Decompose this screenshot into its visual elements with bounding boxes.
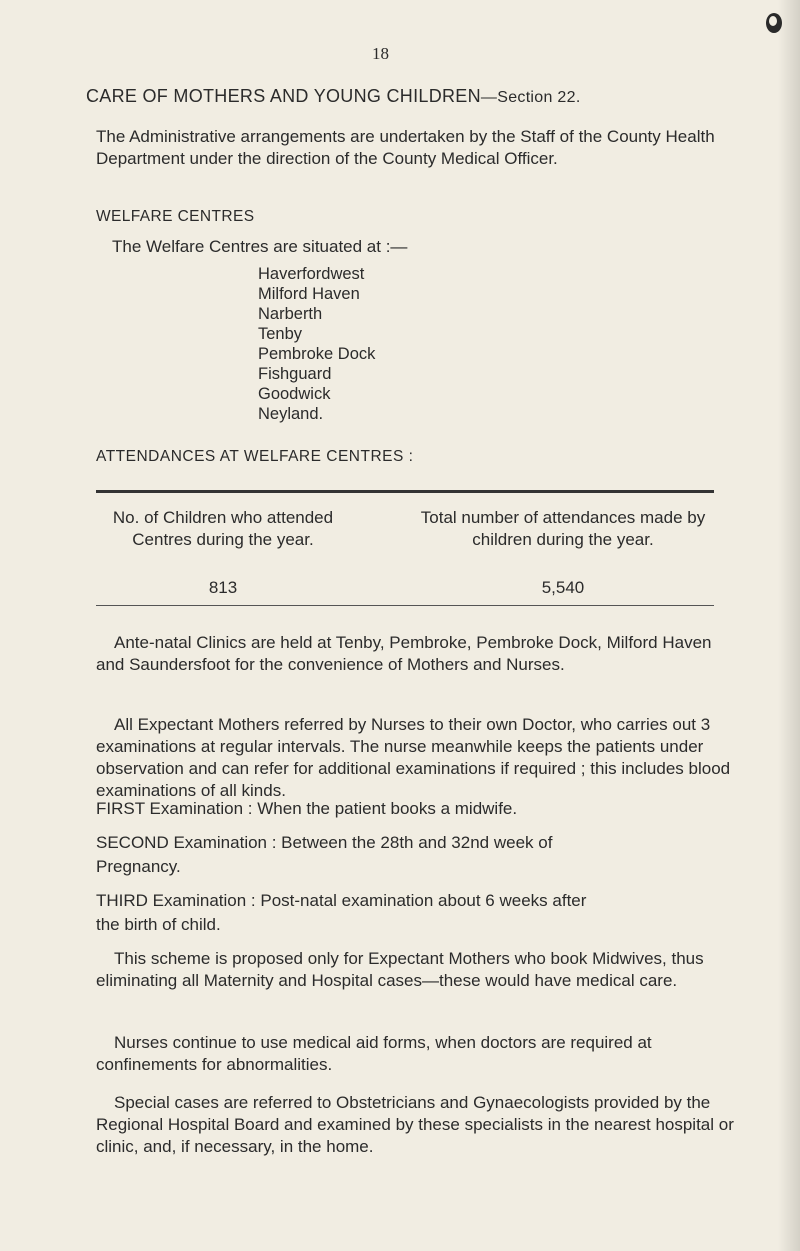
welfare-centres-intro: The Welfare Centres are situated at :— — [112, 237, 408, 256]
list-item: Neyland. — [258, 405, 324, 423]
second-examination: SECOND Examination : Between the 28th and 32nd week of — [96, 833, 553, 852]
table-cell-children: 813 — [208, 578, 238, 597]
expectant-mothers-paragraph: All Expectant Mothers referred by Nurses to their own Doctor, who carries out 3 examinations at regular intervals. The nurse meanwhile keeps the patients under observation and can refer for additional examinations if required ; this includes blood examinations of all kinds. — [96, 715, 731, 800]
third-examination: THIRD Examination : Post-natal examination about 6 weeks after — [96, 891, 587, 910]
table-bottom-rule — [96, 605, 714, 606]
list-item: Pembroke Dock — [258, 345, 376, 363]
page-edge-shadow — [778, 0, 800, 1251]
list-item: Goodwick — [258, 385, 331, 403]
table-cell-attendances: 5,540 — [541, 578, 585, 597]
first-examination: FIRST Examination : When the patient books a midwife. — [96, 799, 518, 818]
page-corner-mark-icon — [760, 8, 788, 36]
centre-list — [258, 264, 375, 424]
second-examination-continued: Pregnancy. — [96, 857, 181, 876]
admin-paragraph: The Administrative arrangements are undertaken by the Staff of the County Health Department under the direction of the County Medical Officer. — [96, 127, 715, 168]
list-item: Haverfordwest — [258, 265, 365, 283]
nurses-paragraph: Nurses continue to use medical aid forms, when doctors are required at confinements for abnormalities. — [96, 1033, 652, 1074]
welfare-centres-heading: WELFARE CENTRES — [96, 208, 255, 225]
attendances-heading: ATTENDANCES AT WELFARE CENTRES : — [96, 448, 414, 465]
list-item: Tenby — [258, 325, 303, 343]
section-heading-title: CARE OF MOTHERS AND YOUNG CHILDREN — [86, 86, 481, 106]
special-cases-paragraph: Special cases are referred to Obstetricians and Gynaecologists provided by the Regional Hospital Board and examined by these specialists in the nearest hospital or clinic, and, if necessary, in the home. — [96, 1093, 734, 1156]
list-item: Milford Haven — [258, 285, 360, 303]
table-header-children: No. of Children who attended Centres during the year. — [112, 508, 334, 549]
table-top-rule — [96, 490, 714, 493]
antenatal-paragraph: Ante-natal Clinics are held at Tenby, Pembroke, Pembroke Dock, Milford Haven and Saundersfoot for the convenience of Mothers and Nurses. — [96, 633, 712, 674]
section-heading — [86, 86, 581, 107]
third-examination-continued: the birth of child. — [96, 915, 221, 934]
scheme-paragraph: This scheme is proposed only for Expectant Mothers who book Midwives, thus eliminating all Maternity and Hospital cases—these would have medical care. — [96, 949, 704, 990]
section-number: —Section 22. — [480, 89, 581, 106]
table-header-attendances: Total number of attendances made by children during the year. — [420, 508, 706, 549]
page-number: 18 — [372, 44, 389, 63]
list-item: Fishguard — [258, 365, 332, 383]
list-item: Narberth — [258, 305, 323, 323]
